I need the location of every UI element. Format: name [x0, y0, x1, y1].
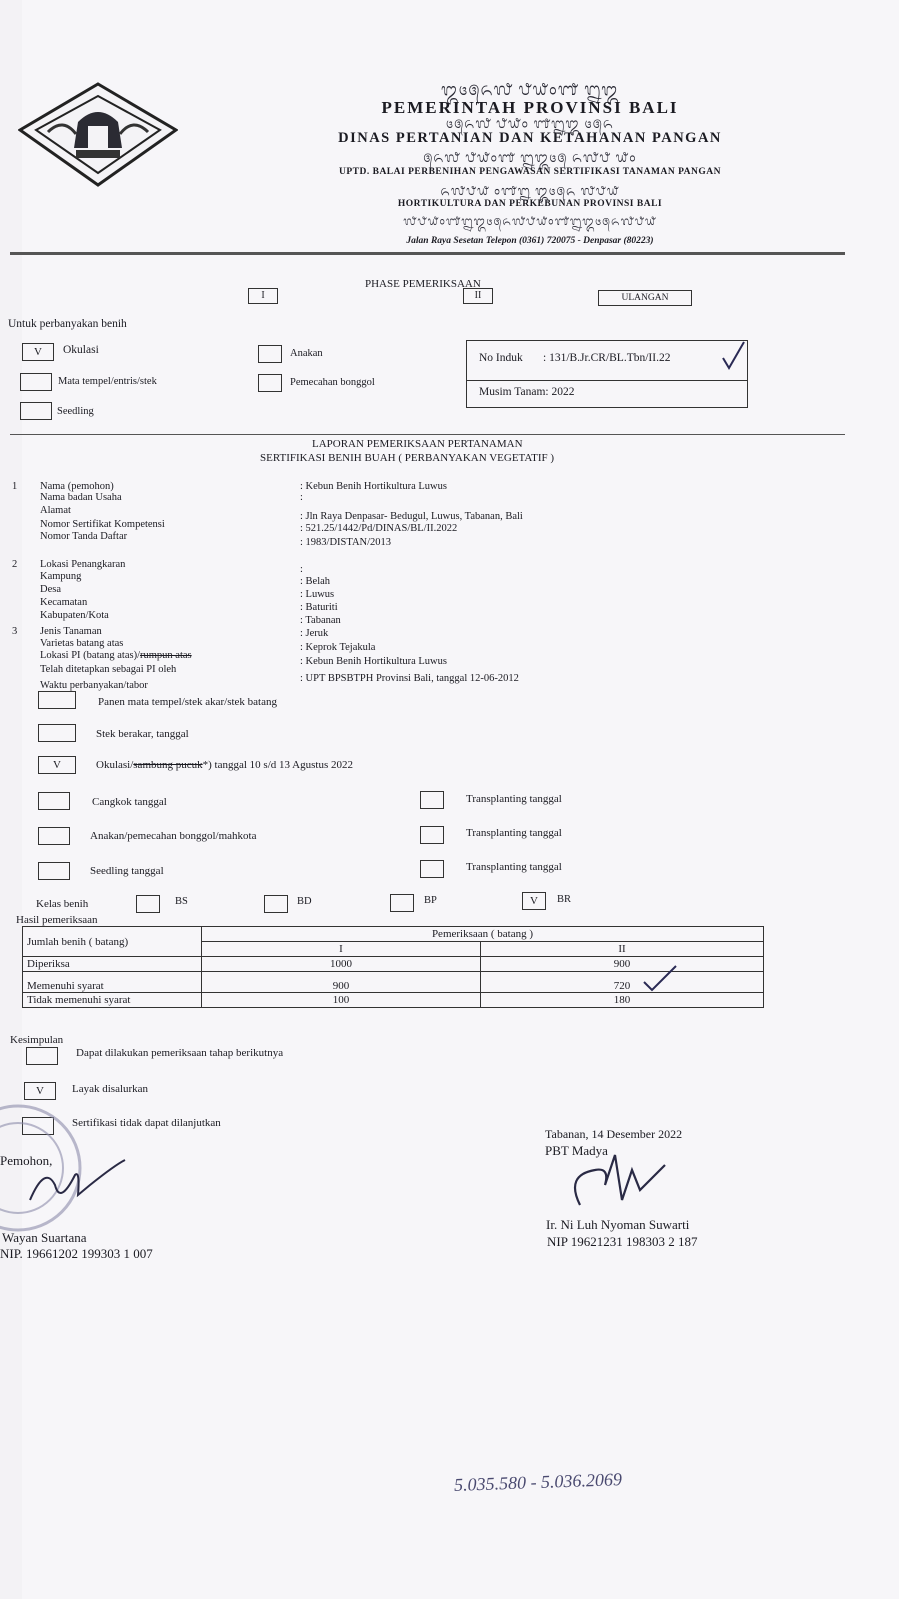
option-seedling: Seedling: [57, 406, 94, 417]
checkbox-dapat: [26, 1047, 58, 1065]
field-label-lokasi: Lokasi Penangkaran: [40, 559, 126, 570]
checkbox-panen: [38, 691, 76, 709]
field-value-alamat: : Jln Raya Denpasar- Bedugul, Luwus, Tabanan, Bali: [300, 511, 523, 522]
field-value-tanda-daftar: : 1983/DISTAN/2013: [300, 537, 392, 548]
balinese-script-line-1: ᭓᭔᭕᭖᭗ ᭘᭙᭐᭑ ᭒᭓: [440, 80, 620, 99]
conclusion-layak: Layak disalurkan: [72, 1083, 149, 1095]
field-label-ditetapkan: Telah ditetapkan sebagai PI oleh: [40, 664, 177, 675]
field-label-jenis: Jenis Tanaman: [40, 626, 102, 637]
checkbox-stek: [38, 724, 76, 742]
kesimpulan-label: Kesimpulan: [10, 1034, 64, 1046]
purpose-label: Untuk perbanyakan benih: [8, 318, 127, 330]
option-cangkok: Cangkok tanggal: [92, 796, 167, 808]
option-okulasi: Okulasi: [63, 344, 99, 356]
results-header-jumlah: Jumlah benih ( batang): [23, 927, 202, 957]
field-label-tanda-daftar: Nomor Tanda Daftar: [40, 531, 128, 542]
checkbox-seedling-2: [38, 862, 70, 880]
results-cell: 900: [481, 957, 764, 972]
field-label-kampung: Kampung: [40, 571, 82, 582]
option-stek: Stek berakar, tanggal: [96, 728, 189, 740]
checkbox-okulasi: V: [22, 343, 54, 361]
phase-box-2: II: [463, 288, 493, 304]
section-rule: [10, 434, 845, 435]
officer-nip: NIP 19621231 198303 2 187: [547, 1234, 698, 1249]
checkbox-pemecahan: [258, 374, 282, 392]
option-panen: Panen mata tempel/stek akar/stek batang: [98, 696, 277, 708]
field-value-varietas: : Keprok Tejakula: [300, 642, 376, 653]
letterhead-province: PEMERINTAH PROVINSI BALI: [381, 98, 679, 117]
balinese-script-line-3: ᭕᭖᭗ ᭘᭙᭐᭑ ᭒᭓᭔᭕ ᭖᭗᭘ ᭙᭐: [423, 151, 637, 166]
conclusion-tidak: Sertifikasi tidak dapat dilanjutkan: [72, 1117, 221, 1129]
no-induk-label: No Induk: [479, 352, 523, 364]
field-value-lokasi: :: [300, 564, 303, 575]
field-label-desa: Desa: [40, 584, 61, 595]
field-value-lokasi-pi: : Kebun Benih Hortikultura Luwus: [300, 656, 447, 667]
okulasi-text-struck: sambung pucuk: [133, 759, 203, 771]
applicant-nip: NIP. 19661202 199303 1 007: [0, 1246, 153, 1261]
option-seedling-2: Seedling tanggal: [90, 865, 164, 877]
checkbox-bp: [390, 894, 414, 912]
checkbox-bs: [136, 895, 160, 913]
results-row-label: Tidak memenuhi syarat: [23, 993, 202, 1008]
kelas-bs: BS: [175, 896, 188, 907]
letterhead-division: HORTIKULTURA DAN PERKEBUNAN PROVINSI BALI: [397, 199, 663, 209]
phase-box-ulangan: ULANGAN: [598, 290, 692, 306]
checkbox-mata-tempel: [20, 373, 52, 391]
applicant-name: Wayan Suartana: [2, 1230, 87, 1245]
signing-place-date: Tabanan, 14 Desember 2022: [545, 1127, 683, 1141]
section-number-3: 3: [12, 626, 18, 637]
field-value-ditetapkan: : UPT BPSBTPH Provinsi Bali, tanggal 12-06-2012: [300, 673, 519, 684]
report-subtitle: SERTIFIKASI BENIH BUAH ( PERBANYAKAN VEGETATIF ): [260, 452, 555, 464]
option-anakan-2: Anakan/pemecahan bonggol/mahkota: [90, 830, 257, 842]
handwritten-check-mark: [720, 340, 746, 372]
option-anakan: Anakan: [290, 348, 323, 359]
field-value-jenis: : Jeruk: [300, 628, 329, 639]
checkbox-transplanting-3: [420, 860, 444, 878]
balinese-script-line-4: ᭖᭗᭘᭙ ᭐᭑᭒ ᭓᭔᭕᭖ ᭗᭘᭙: [440, 183, 620, 198]
results-header-pemeriksaan: Pemeriksaan ( batang ): [202, 927, 764, 942]
results-phase-2: II: [481, 942, 764, 957]
field-value-kabupaten: : Tabanan: [300, 615, 341, 626]
report-title: LAPORAN PEMERIKSAAN PERTANAMAN: [312, 438, 523, 450]
hasil-label: Hasil pemeriksaan: [16, 914, 98, 926]
letterhead-uptd: UPTD. BALAI PERBENIHAN PENGAWASAN SERTIFIKASI TANAMAN PANGAN: [339, 167, 721, 177]
field-label-kabupaten: Kabupaten/Kota: [40, 610, 109, 621]
option-transplanting-2: Transplanting tanggal: [466, 827, 562, 839]
results-row-label: Memenuhi syarat: [23, 972, 202, 993]
field-value-desa: : Luwus: [300, 589, 335, 600]
option-mata-tempel: Mata tempel/entris/stek: [58, 376, 157, 387]
checkbox-cangkok: [38, 792, 70, 810]
results-cell: 900: [202, 972, 481, 993]
kelas-br: BR: [557, 894, 572, 905]
pemohon-label: Pemohon,: [0, 1153, 53, 1168]
kelas-bd: BD: [297, 896, 312, 907]
field-label-nama: Nama (pemohon): [40, 481, 114, 492]
okulasi-text-a: Okulasi/: [96, 759, 134, 771]
balinese-script-line-5: ᭗᭘᭙᭐᭑᭒᭓᭔᭕᭖᭗᭘᭙᭐᭑᭒᭓᭔᭕᭖᭗᭘᭙: [403, 214, 657, 228]
no-induk-value: : 131/B.Jr.CR/BL.Tbn/II.22: [543, 352, 671, 364]
handwritten-note: 5.035.580 - 5.036.2069: [453, 1469, 623, 1495]
option-transplanting-1: Transplanting tanggal: [466, 793, 562, 805]
field-label-badan-usaha: Nama badan Usaha: [40, 492, 122, 503]
officer-name: Ir. Ni Luh Nyoman Suwarti: [546, 1217, 690, 1232]
bali-province-logo: [18, 82, 178, 187]
balinese-script-line-2: ᭔᭕᭖᭗ ᭘᭙᭐ ᭑᭒᭓ ᭔᭕᭖: [446, 117, 614, 132]
field-value-badan-usaha: :: [300, 492, 303, 503]
checkbox-seedling: [20, 402, 52, 420]
checkbox-bd: [264, 895, 288, 913]
kelas-bp: BP: [424, 895, 437, 906]
field-label-lokasi-pi: [40, 650, 192, 661]
checkbox-anakan-2: [38, 827, 70, 845]
option-transplanting-3: Transplanting tanggal: [466, 861, 562, 873]
waktu-label: Waktu perbanyakan/tabor: [40, 680, 148, 691]
results-cell: 100: [202, 993, 481, 1008]
field-value-nama: : Kebun Benih Hortikultura Luwus: [300, 481, 447, 492]
field-value-kampung: : Belah: [300, 576, 331, 587]
officer-signature: [560, 1145, 670, 1220]
musim-tanam: Musim Tanam: 2022: [479, 386, 575, 398]
applicant-signature: [20, 1155, 130, 1215]
registration-divider: [466, 380, 748, 381]
checkbox-br: V: [522, 892, 546, 910]
option-pemecahan: Pemecahan bonggol: [290, 377, 375, 388]
results-cell: 720: [481, 972, 764, 993]
field-label-varietas: Varietas batang atas: [40, 638, 124, 649]
field-label-kecamatan: Kecamatan: [40, 597, 88, 608]
letterhead-rule: [10, 252, 845, 255]
checkbox-okulasi-date: V: [38, 756, 76, 774]
conclusion-dapat: Dapat dilakukan pemeriksaan tahap berikutnya: [76, 1047, 284, 1059]
results-cell: 180: [481, 993, 764, 1008]
lokasi-pi-struck-text: rumpun atas: [140, 650, 192, 661]
field-value-kecamatan: : Baturiti: [300, 602, 338, 613]
section-number-1: 1: [12, 481, 18, 492]
checkbox-anakan: [258, 345, 282, 363]
handwritten-check-mark-2: [640, 962, 680, 992]
results-row-label: Diperiksa: [23, 957, 202, 972]
phase-box-1: I: [248, 288, 278, 304]
officer-title: PBT Madya: [545, 1143, 608, 1158]
field-label-sertifikat: Nomor Sertifikat Kompetensi: [40, 519, 165, 530]
field-label-alamat: Alamat: [40, 505, 71, 516]
field-value-sertifikat: : 521.25/1442/Pd/DINAS/BL/II.2022: [300, 523, 458, 534]
checkbox-transplanting-2: [420, 826, 444, 844]
letterhead-department: DINAS PERTANIAN DAN KETAHANAN PANGAN: [338, 130, 722, 146]
phase-title: PHASE PEMERIKSAAN: [365, 278, 481, 290]
results-phase-1: I: [202, 942, 481, 957]
kelas-label: Kelas benih: [36, 898, 89, 910]
okulasi-text-c: *) tanggal 10 s/d 13 Agustus 2022: [202, 759, 353, 771]
section-number-2: 2: [12, 559, 18, 570]
lokasi-pi-label-text: Lokasi PI (batang atas)/: [40, 650, 141, 661]
letterhead-address: Jalan Raya Sesetan Telepon (0361) 720075 - Denpasar (80223): [406, 236, 654, 246]
checkbox-transplanting-1: [420, 791, 444, 809]
checkbox-layak: V: [24, 1082, 56, 1100]
option-okulasi-date: [96, 759, 353, 771]
results-cell: 1000: [202, 957, 481, 972]
